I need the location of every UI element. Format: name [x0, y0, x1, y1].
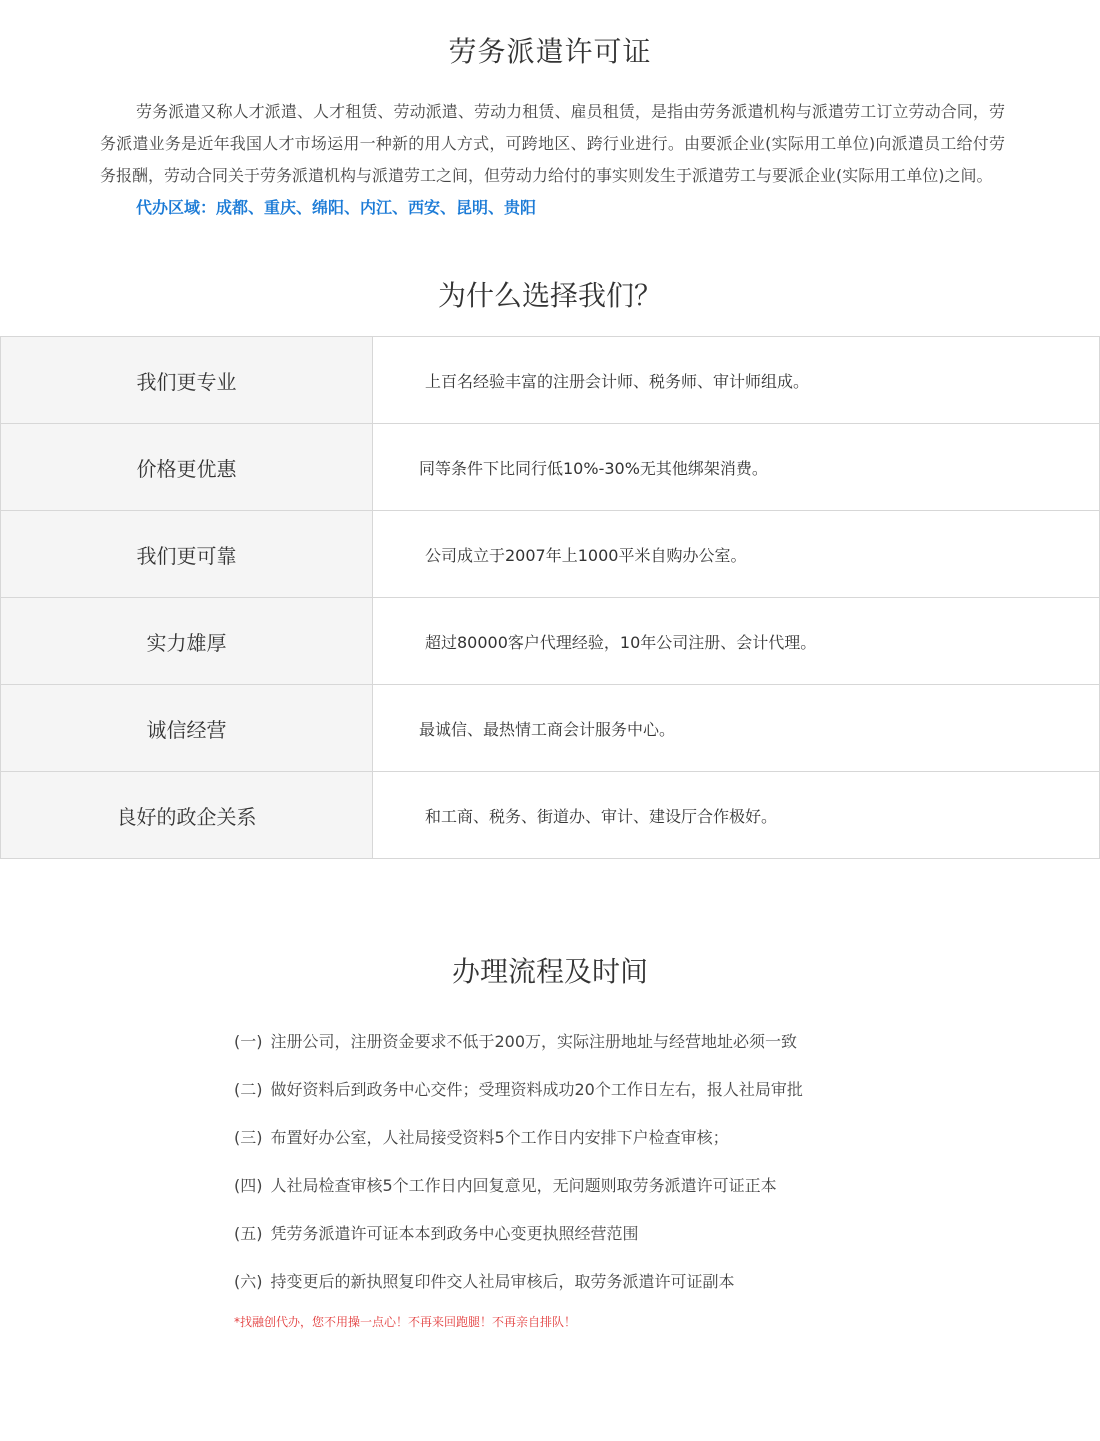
reason-desc-text: 公司成立于2007年上1000平米自购办公室。	[425, 545, 747, 565]
process-step	[234, 1026, 803, 1074]
step-text: 人社局检查审核5个工作日内回复意见，无问题则取劳务派遣许可证正本	[270, 1176, 777, 1195]
reason-row	[1, 772, 1100, 859]
step-number: (一)	[234, 1032, 263, 1051]
reason-row	[1, 337, 1100, 424]
reason-label: 诚信经营	[1, 685, 373, 772]
step-number: (三)	[234, 1128, 263, 1147]
promo-note: *找融创代办，您不用操一点心！不再来回跑腿！不再亲自排队！	[234, 1315, 577, 1329]
reason-row	[1, 685, 1100, 772]
process-steps-list	[234, 1026, 803, 1314]
reason-desc	[373, 337, 1100, 424]
service-area: 代办区域：成都、重庆、绵阳、内江、西安、昆明、贵阳	[136, 198, 537, 217]
intro-paragraph: 劳务派遣又称人才派遣、人才租赁、劳动派遣、劳动力租赁、雇员租赁，是指由劳务派遣机构与派遣劳工订立劳动合同，劳务派遣业务是近年我国人才市场运用一种新的用人方式，可跨地区、跨行业进行。由要派企业(实际用工单位)向派遣员工给付劳务报酬，劳动合同关于劳务派遣机构与派遣劳工之间，但劳动力给付的事实则发生于派遣劳工与要派企业(实际用工单位)之间。	[100, 102, 1005, 185]
process-step	[234, 1266, 803, 1314]
reason-desc-text: 和工商、税务、街道办、审计、建设厅合作极好。	[425, 806, 778, 826]
reasons-table	[0, 336, 1100, 859]
process-step	[234, 1122, 803, 1170]
step-number: (四)	[234, 1176, 263, 1195]
reason-desc-text: 同等条件下比同行低10%-30%无其他绑架消费。	[419, 458, 768, 478]
step-text: 凭劳务派遣许可证本本到政务中心变更执照经营范围	[270, 1224, 639, 1243]
reason-desc	[373, 598, 1100, 685]
reason-desc	[373, 511, 1100, 598]
process-step	[234, 1218, 803, 1266]
step-text: 布置好办公室，人社局接受资料5个工作日内安排下户检查审核；	[270, 1128, 729, 1147]
reason-desc	[373, 772, 1100, 859]
reason-label: 价格更优惠	[1, 424, 373, 511]
reason-row	[1, 598, 1100, 685]
process-step	[234, 1170, 803, 1218]
reason-label: 我们更专业	[1, 337, 373, 424]
step-number: (五)	[234, 1224, 263, 1243]
reason-row	[1, 424, 1100, 511]
reason-desc-text: 最诚信、最热情工商会计服务中心。	[419, 719, 676, 739]
reason-label: 实力雄厚	[1, 598, 373, 685]
process-step	[234, 1074, 803, 1122]
step-text: 做好资料后到政务中心交件；受理资料成功20个工作日左右，报人社局审批	[270, 1080, 803, 1099]
reason-desc-text: 超过80000客户代理经验，10年公司注册、会计代理。	[425, 632, 817, 652]
reason-label: 我们更可靠	[1, 511, 373, 598]
page-title: 劳务派遣许可证	[448, 35, 652, 68]
step-text: 注册公司，注册资金要求不低于200万，实际注册地址与经营地址必须一致	[270, 1032, 798, 1051]
why-choose-us-title: 为什么选择我们？	[437, 279, 662, 312]
step-number: (六)	[234, 1272, 263, 1291]
reason-label: 良好的政企关系	[1, 772, 373, 859]
step-text: 持变更后的新执照复印件交人社局审核后，取劳务派遣许可证副本	[270, 1272, 735, 1291]
process-title: 办理流程及时间	[451, 955, 648, 988]
reason-row	[1, 511, 1100, 598]
reason-desc	[373, 685, 1100, 772]
reason-desc-text: 上百名经验丰富的注册会计师、税务师、审计师组成。	[425, 371, 810, 391]
step-number: (二)	[234, 1080, 263, 1099]
reason-desc	[373, 424, 1100, 511]
